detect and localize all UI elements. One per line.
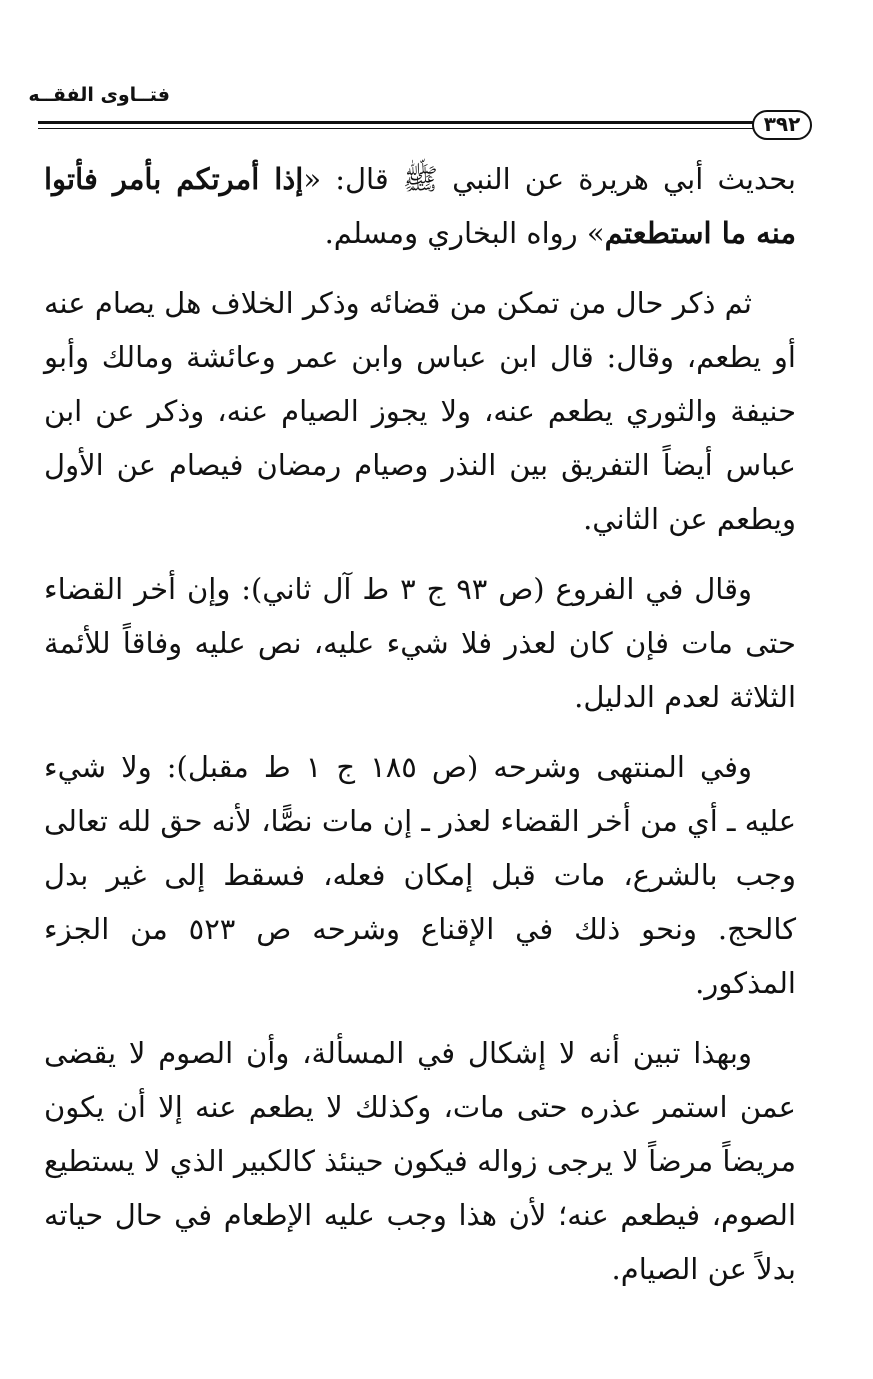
paragraph-hadith xyxy=(44,152,796,260)
header-rule-thick xyxy=(38,121,754,124)
paragraph-ability-to-make-up: ثم ذكر حال من تمكن من قضائه وذكر الخلاف هل يصام عنه أو يطعم، وقال: قال ابن عباس وابن عمر وعائشة ومالك وأبو حنيفة والثوري يطعم عنه، ولا يجوز الصيام عنه، وذكر عن ابن عباس أيضاً التفريق بين النذر وصيام رمضان فيصام عن الأول ويطعم عن الثاني. xyxy=(44,286,796,536)
body-text xyxy=(44,152,796,1312)
paragraph-furu-quote: وقال في الفروع (ص ٩٣ ج ٣ ط آل ثاني): وإن أخر القضاء حتى مات فإن كان لعذر فلا شيء عليه، نص عليه وفاقاً للأئمة الثلاثة لعدم الدليل. xyxy=(44,572,796,714)
paragraph-muntaha-quote: وفي المنتهى وشرحه (ص ١٨٥ ج ١ ط مقبل): ولا شيء عليه ـ أي من أخر القضاء لعذر ـ إن مات نصًّا، لأنه حق لله تعالى وجب بالشرع، مات قبل إمكان فعله، فسقط إلى غير بدل كالحج. ونحو ذلك في الإقناع وشرحه ص ٥٢٣ من الجزء المذكور. xyxy=(44,750,796,1000)
header-rule-thin xyxy=(38,128,754,129)
running-title: فتــاوى الفقــه xyxy=(28,84,170,106)
hadith-quote: إذا أمرتكم بأمر فأتوا منه ما استطعتم xyxy=(44,162,796,250)
hadith-source: » رواه البخاري ومسلم. xyxy=(324,216,605,250)
paragraph-conclusion: وبهذا تبين أنه لا إشكال في المسألة، وأن الصوم لا يقضى عمن استمر عذره حتى مات، وكذلك لا يطعم عنه إلا أن يكون مريضاً مرضاً لا يرجى زواله فيكون حينئذ كالكبير الذي لا يستطيع الصوم، فيطعم عنه؛ لأن هذا وجب عليه الإطعام في حال حياته بدلاً عن الصيام. xyxy=(44,1036,796,1286)
hadith-intro: بحديث أبي هريرة عن النبي ﷺ قال: « xyxy=(303,162,797,196)
page-number-badge: ٣٩٢ xyxy=(752,110,812,140)
